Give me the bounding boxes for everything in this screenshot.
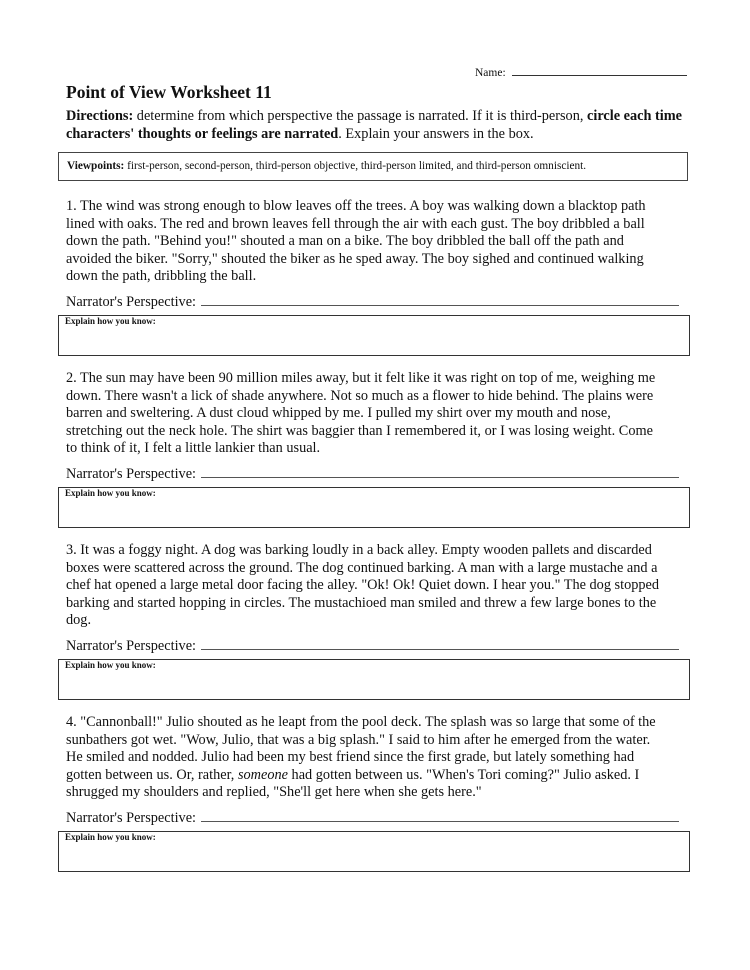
passage-line: shrugged my shoulders and replied, "She'll get here when she gets here." [66,784,482,800]
passage-line [66,767,696,785]
narrator-perspective-field[interactable] [66,637,679,655]
explain-label: Explain how you know: [65,316,156,326]
viewpoints-text: first-person, second-person, third-person objective, third-person limited, and third-person omniscient. [124,160,587,172]
passage-line: boxes were scattered across the ground. The dog continued barking. A man with a large mustache and a [66,559,658,576]
name-label: Name: [475,67,506,79]
narrator-label: Narrator's Perspective: [66,810,197,826]
passage-line: avoided the biker. "Sorry," shouted the biker as he sped away. The boy sighed and continued walking [66,250,644,267]
name-field[interactable] [475,65,687,79]
viewpoints-label: Viewpoints: [67,160,125,172]
directions-text: determine from which perspective the passage is narrated. If it is third-person, [133,108,588,124]
directions [66,108,706,143]
answer-line[interactable] [201,809,679,822]
directions-text-end: . Explain your answers in the box. [338,125,534,142]
passage-line: barren and sweltering. A dust cloud whipped by me. I pulled my shirt over my mouth and nose, [66,405,611,421]
explain-box[interactable] [58,831,690,872]
passage-line: 3. It was a foggy night. A dog was barking loudly in a back alley. Empty wooden pallets and discarded [66,542,652,558]
passage-line: He smiled and nodded. Julio had been my best friend since the first grade, but lately something had [66,749,635,765]
emphasis: someone [237,766,288,783]
explain-box[interactable] [58,487,690,528]
passage-line: 4. "Cannonball!" Julio shouted as he leapt from the pool deck. The splash was so large that some of the [66,714,656,730]
answer-line[interactable] [201,637,679,650]
text: had gotten between us. "When's Tori coming?" Julio asked. I [287,766,640,783]
narrator-perspective-field[interactable] [66,465,679,483]
passage-line: dog. [66,612,92,628]
explain-box[interactable] [58,659,690,700]
passage-line: 1. The wind was strong enough to blow leaves off the trees. A boy was walking down a blacktop path [66,198,646,214]
answer-line[interactable] [201,293,679,306]
narrator-label: Narrator's Perspective: [66,466,197,482]
passage-line: to think of it, I felt a little lankier than usual. [66,440,321,456]
explain-box[interactable] [58,315,690,356]
passage-3 [65,542,696,670]
passage-line: stretching out the neck hole. The shirt was baggier than I remembered it, or I was losing weight. Come [66,422,653,439]
passage-1 [65,198,696,326]
passage-line: lined with oaks. The red and brown leaves fell through the air with each gust. The boy dribbled a ball [66,215,645,232]
viewpoints-box [58,152,688,181]
text: gotten between us. Or, rather, [66,766,238,783]
passage-line: down the path, dribbling the ball. [66,268,257,284]
explain-label: Explain how you know: [65,832,156,842]
passage-line: down. There wasn't a lick of shade anywhere. Not so much as a flower to hide behind. The plains were [66,387,654,404]
explain-label: Explain how you know: [65,660,156,670]
passage-line: 2. The sun may have been 90 million miles away, but it felt like it was right on top of me, weighing me [66,370,656,386]
directions-bold: circle each time characters' thoughts or feelings are narrated [66,108,683,142]
narrator-label: Narrator's Perspective: [66,294,197,310]
passage-line: barking and started hopping in circles. The mustachioed man smiled and threw a few large bones to the [66,594,657,611]
directions-label: Directions: [66,108,134,124]
page-title: Point of View Worksheet 11 [66,82,272,102]
passage-2 [65,370,696,498]
narrator-perspective-field[interactable] [66,809,679,827]
name-line[interactable] [512,65,687,76]
passage-line: chef hat opened a large metal door facing the alley. "Ok! Ok! Quiet down. I hear you." The dog stopped [66,577,660,593]
passage-line: sunbathers got wet. "Wow, Julio, that was a big splash." I said to him after he emerged from the water. [66,731,651,748]
passage-line: down the path. "Behind you!" shouted a man on a bike. The boy dribbled the ball off the path and [66,233,624,249]
explain-label: Explain how you know: [65,488,156,498]
passage-4 [65,714,696,842]
narrator-perspective-field[interactable] [66,293,679,311]
answer-line[interactable] [201,465,679,478]
narrator-label: Narrator's Perspective: [66,638,197,654]
